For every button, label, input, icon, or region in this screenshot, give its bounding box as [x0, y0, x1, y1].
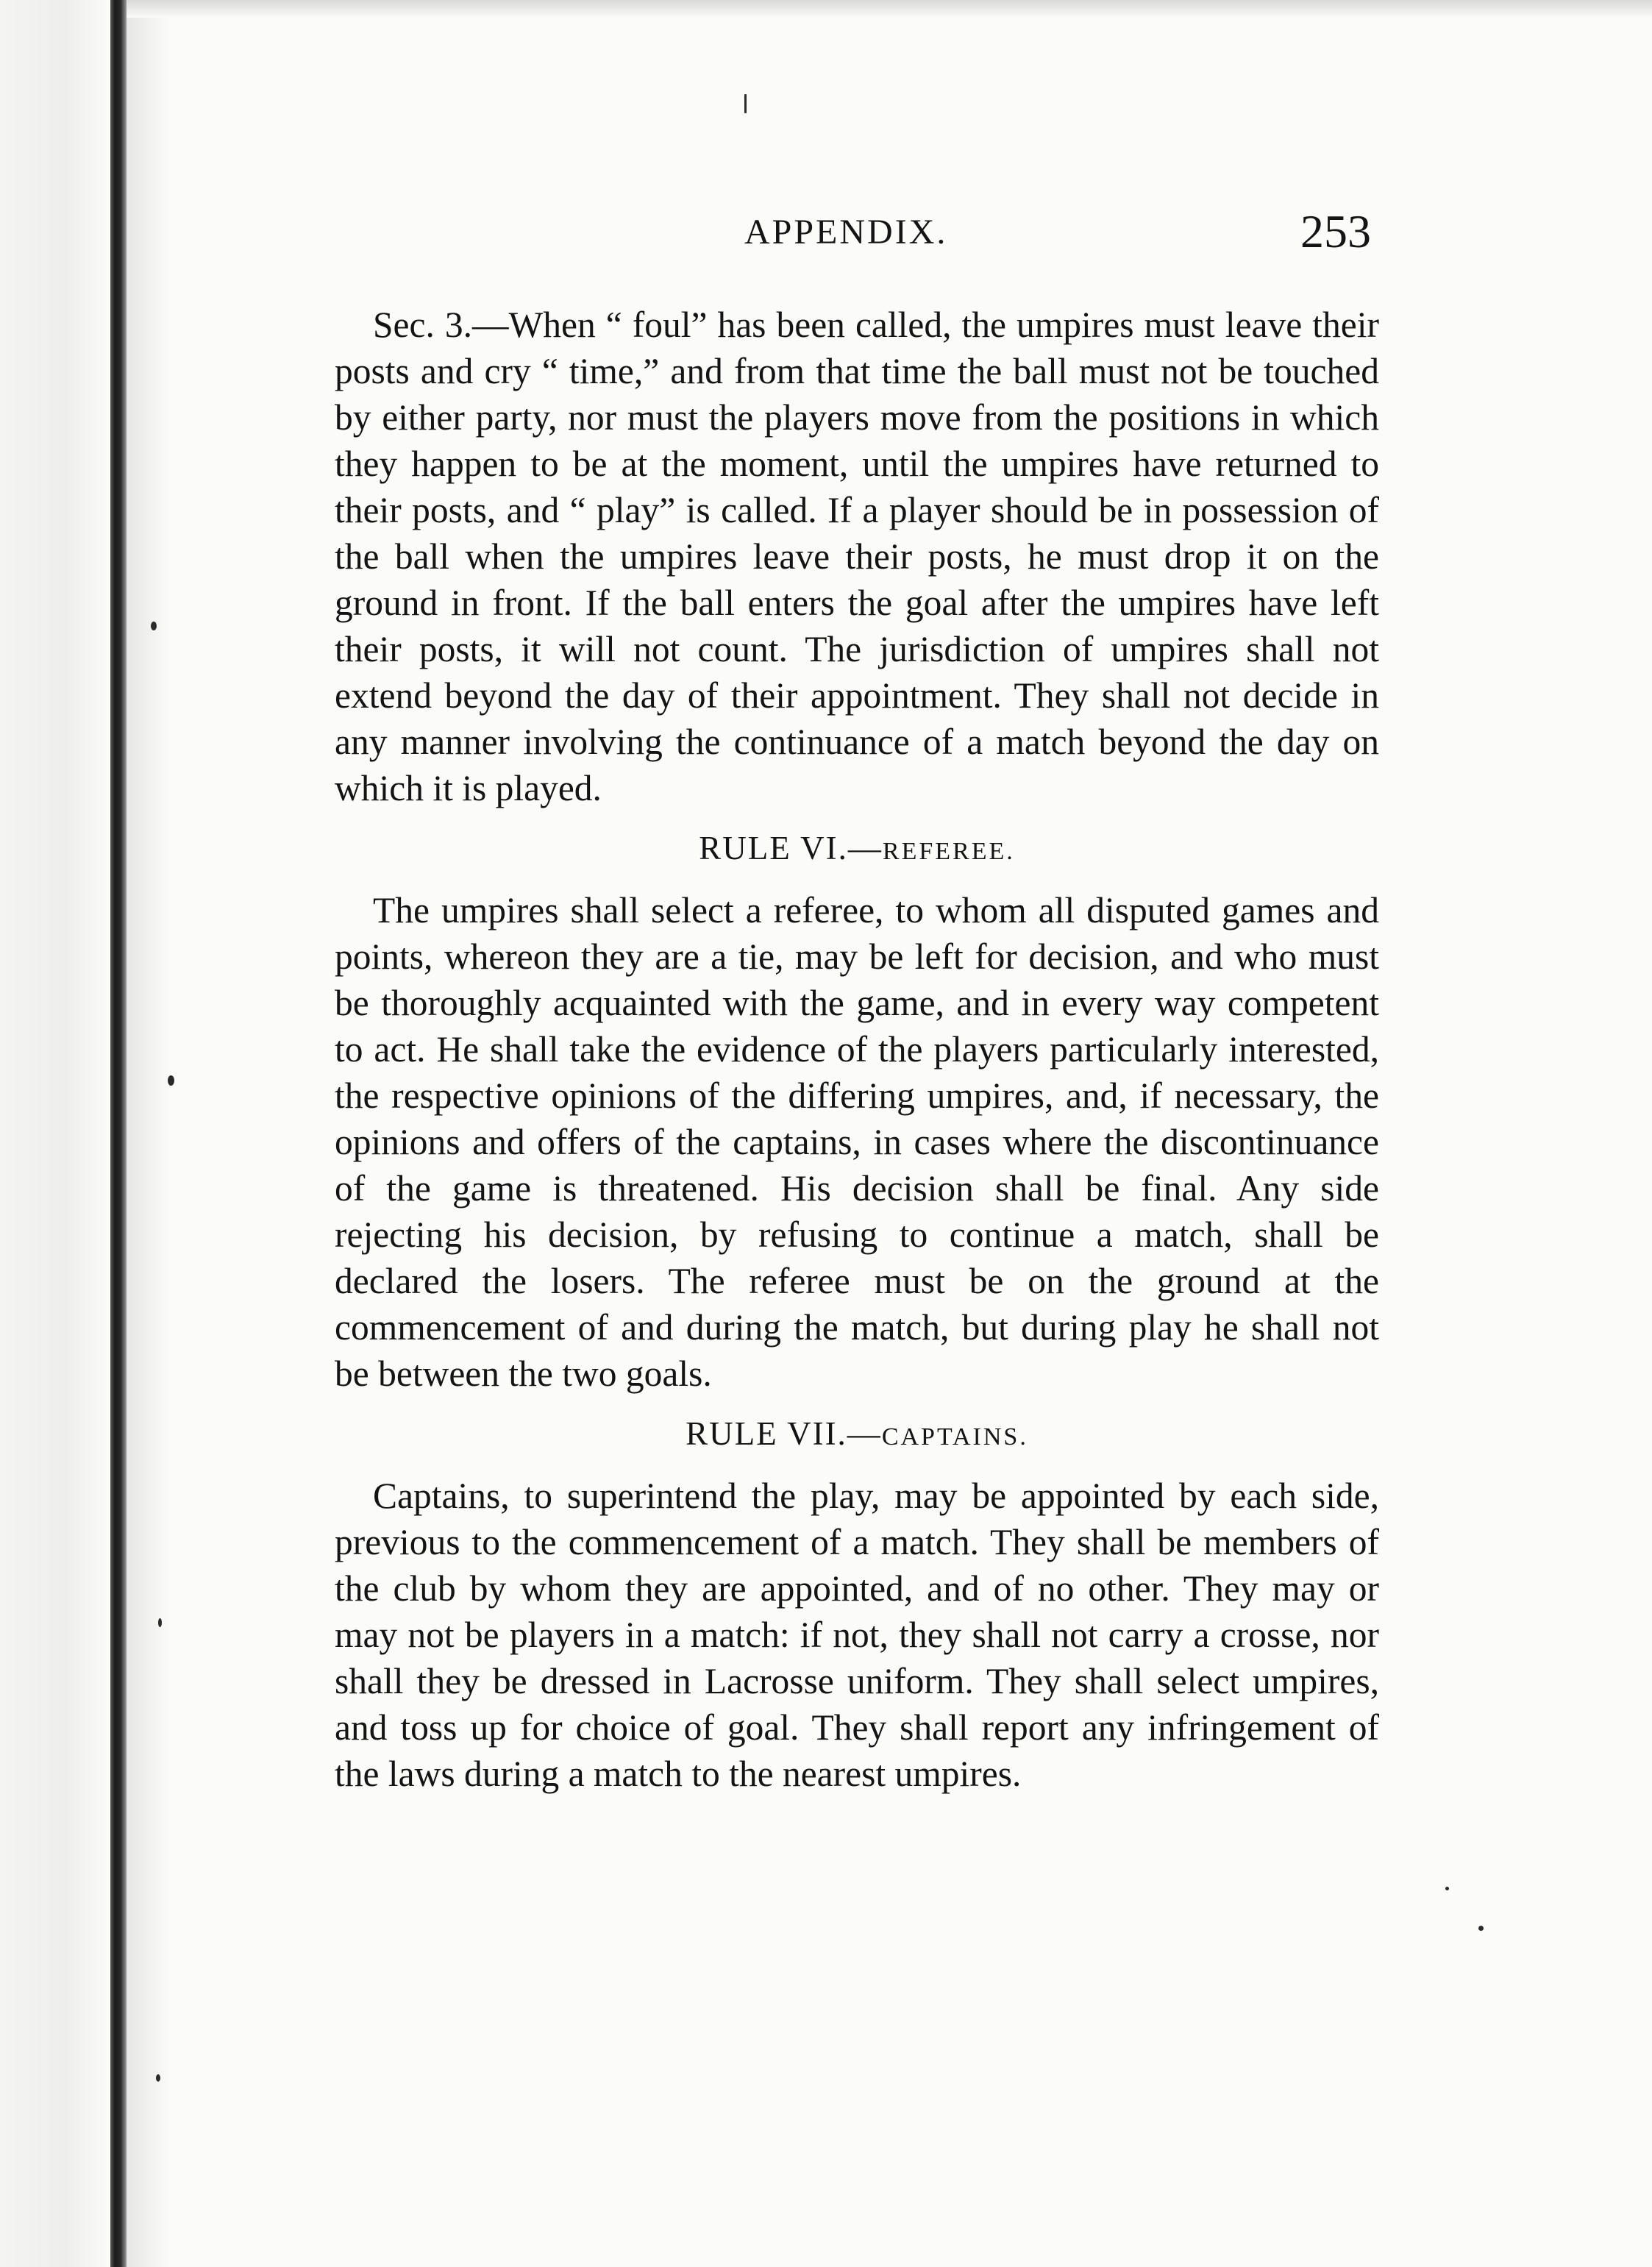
ink-speck	[156, 2074, 160, 2082]
page-number: 253	[1300, 205, 1371, 257]
spine-fade	[127, 0, 171, 2267]
ink-speck	[168, 1075, 174, 1086]
rule-6-heading	[335, 828, 1379, 872]
rule-6-paragraph: The umpires shall select a referee, to whom all disputed games and points, whereon they are a tie, may be left for decision, and who must be thoroughly acquainted with the game, and in every way competent to act. He shall take the evidence of the players particularly interested, the respective opinions of the differing umpires, and, if necessary, the opinions and offers of the captains, in cases where the discontinuance of the game is threatened. His decision shall be final. Any side rejecting his decision, by refusing to continue a match, shall be declared the losers. The referee must be on the ground at the commencement of and during the match, but during play he shall not be between the two goals.	[335, 890, 1379, 1394]
rule-6-title: REFEREE.	[882, 838, 1015, 865]
rule-6-number: RULE VI.—	[699, 830, 883, 866]
ink-speck	[744, 94, 747, 113]
section-3-paragraph: Sec. 3.—When “ foul” has been called, the umpires must leave their posts and cry “ time,” and from that time the ball must not be touched by either party, nor must the players move from the positions in which they happen to be at the moment, until the umpires have returned to their posts, and “ play” is called. If a player should be in possession of the ball when the umpires leave their posts, he must drop it on the ground in front. If the ball enters the goal after the umpires have left their posts, it will not count. The jurisdiction of umpires shall not extend beyond the day of their appointment. They shall not decide in any manner involving the continuance of a match beyond the day on which it is played.	[335, 305, 1379, 808]
top-page-edge	[127, 0, 1652, 18]
rule-7-paragraph: Captains, to superintend the play, may be appointed by each side, previous to the commencement of a match. They shall be members of the club by whom they are appointed, and of no other. They may or may not be players in a match: if not, they shall not carry a crosse, nor shall they be dressed in Lacrosse uniform. They shall select umpires, and toss up for choice of goal. They shall report any infringement of the laws during a match to the nearest umpires.	[335, 1476, 1379, 1794]
ink-speck	[1478, 1926, 1484, 1931]
binding-shadow	[0, 0, 110, 2267]
ink-speck	[158, 1618, 162, 1627]
ink-speck	[151, 622, 157, 630]
ink-speck	[1445, 1887, 1449, 1890]
running-header: APPENDIX.	[744, 213, 948, 252]
book-spine-edge	[110, 0, 127, 2267]
page-body	[335, 302, 1379, 1797]
rule-7-number: RULE VII.—	[686, 1415, 882, 1452]
rule-7-title: CAPTAINS.	[881, 1423, 1028, 1451]
rule-7-heading	[335, 1413, 1379, 1458]
